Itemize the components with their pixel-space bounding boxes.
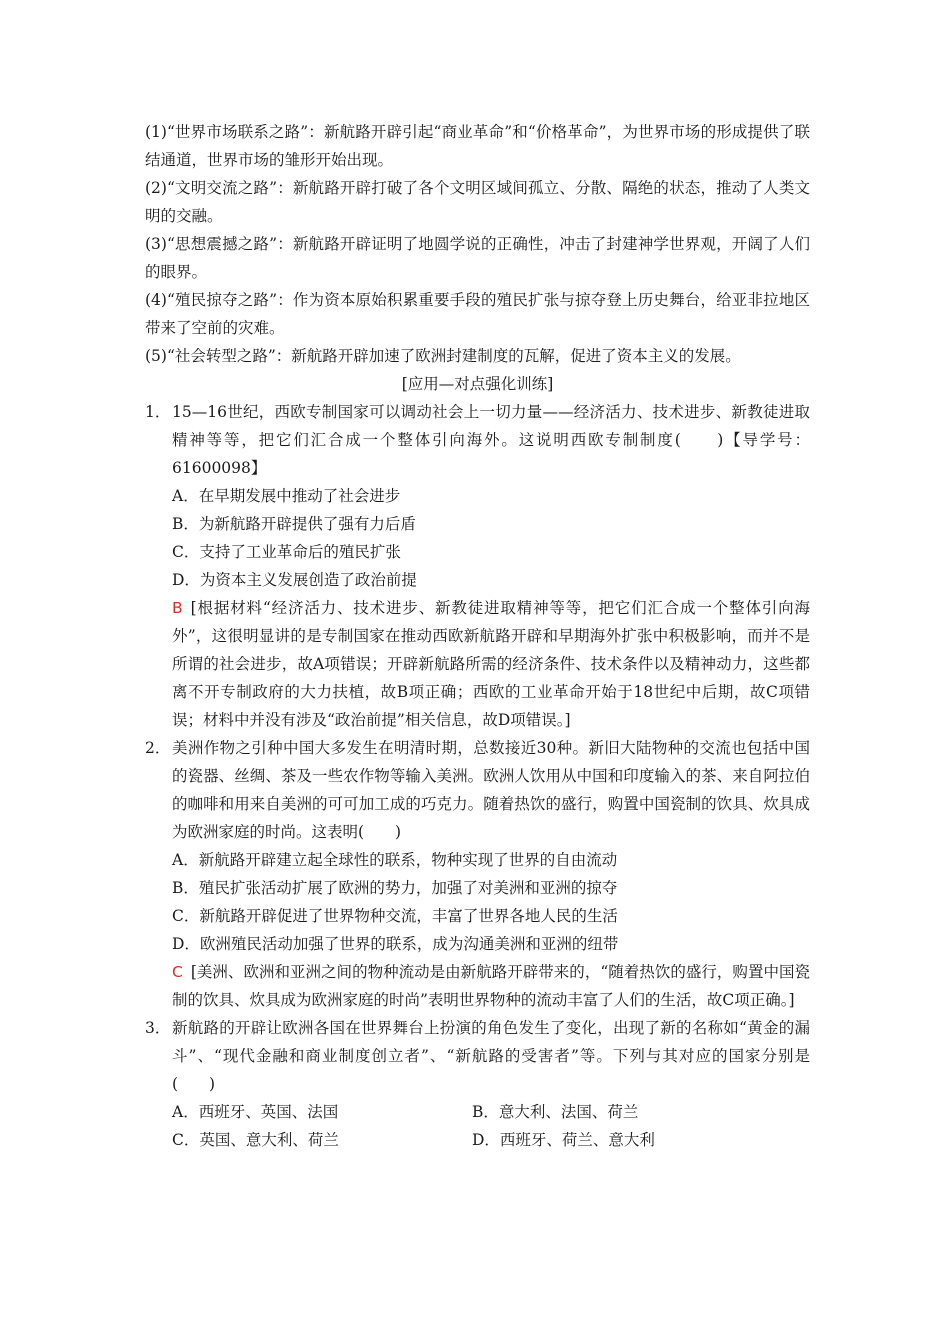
option-a: A．西班牙、英国、法国 xyxy=(172,1103,339,1121)
option-b: B．意大利、法国、荷兰 xyxy=(472,1103,639,1121)
answer-letter: C xyxy=(172,963,183,981)
question-1 xyxy=(145,398,810,482)
option-d: D．欧洲殖民活动加强了世界的联系，成为沟通美洲和亚洲的纽带 xyxy=(172,935,619,953)
answer-block xyxy=(145,594,810,734)
option-c: C．支持了工业革命后的殖民扩张 xyxy=(172,543,401,561)
question-number: 2． xyxy=(145,739,171,757)
options-row-2 xyxy=(145,1126,810,1154)
answer-letter: B xyxy=(172,599,183,617)
option-b: B．为新航路开辟提供了强有力后盾 xyxy=(172,515,416,533)
answer-explanation: [美洲、欧洲和亚洲之间的物种流动是由新航路开辟带来的，“随着热饮的盛行，购置中国瓷制的饮具、炊具成为欧洲家庭的时尚”表明世界物种的流动丰富了人们的生活，故C项正确。] xyxy=(172,963,810,1009)
option-d: D．西班牙、荷兰、意大利 xyxy=(472,1131,655,1149)
option-b: B．殖民扩张活动扩展了欧洲的势力，加强了对美洲和亚洲的掠夺 xyxy=(172,879,618,897)
option-c: C．英国、意大利、荷兰 xyxy=(172,1131,339,1149)
intro-paragraph-4: (4)“殖民掠夺之路”：作为资本原始积累重要手段的殖民扩张与掠夺登上历史舞台，给亚非拉地区带来了空前的灾难。 xyxy=(145,291,810,337)
answer-block xyxy=(145,958,810,1014)
question-stem: 新航路的开辟让欧洲各国在世界舞台上扮演的角色发生了变化，出现了新的名称如“黄金的漏斗”、“现代金融和商业制度创立者”、“新航路的受害者”等。下列与其对应的国家分别是( ) xyxy=(172,1019,810,1093)
option-c: C．新航路开辟促进了世界物种交流，丰富了世界各地人民的生活 xyxy=(172,907,618,925)
question-stem: 美洲作物之引种中国大多发生在明清时期，总数接近30种。新旧大陆物种的交流也包括中国的瓷器、丝绸、茶及一些农作物等输入美洲。欧洲人饮用从中国和印度输入的茶、来自阿拉伯的咖啡和用来自美洲的可可加工成的巧克力。随着热饮的盛行，购置中国瓷制的饮具、炊具成为欧洲家庭的时尚。这表明( ) xyxy=(172,739,810,841)
option-d: D．为资本主义发展创造了政治前提 xyxy=(172,571,417,589)
intro-paragraph-2: (2)“文明交流之路”：新航路开辟打破了各个文明区域间孤立、分散、隔绝的状态，推动了人类文明的交融。 xyxy=(145,179,810,225)
option-a: A．在早期发展中推动了社会进步 xyxy=(172,487,401,505)
question-number: 3． xyxy=(145,1019,171,1037)
options-row-1 xyxy=(145,1098,810,1126)
question-number: 1． xyxy=(145,403,171,421)
answer-explanation: [根据材料“经济活力、技术进步、新教徒进取精神等等，把它们汇合成一个整体引向海外”，这很明显讲的是专制国家在推动西欧新航路开辟和早期海外扩张中积极影响，而并不是所谓的社会进步，故A项错误；开辟新航路所需的经济条件、技术条件以及精神动力，这些都离不开专制政府的大力扶植，故B项正确；西欧的工业革命开始于18世纪中后期，故C项错误；材料中并没有涉及“政治前提”相关信息，故D项错误。] xyxy=(172,599,810,729)
intro-paragraph-1: (1)“世界市场联系之路”：新航路开辟引起“商业革命”和“价格革命”，为世界市场的形成提供了联结通道，世界市场的雏形开始出现。 xyxy=(145,123,810,169)
intro-paragraph-5: (5)“社会转型之路”：新航路开辟加速了欧洲封建制度的瓦解，促进了资本主义的发展。 xyxy=(145,347,741,365)
intro-paragraph-3: (3)“思想震撼之路”：新航路开辟证明了地圆学说的正确性，冲击了封建神学世界观，开阔了人们的眼界。 xyxy=(145,235,810,281)
content xyxy=(145,118,810,1154)
question-stem: 15—16世纪，西欧专制国家可以调动社会上一切力量——经济活力、技术进步、新教徒进取精神等等，把它们汇合成一个整体引向海外。这说明西欧专制制度( )【导学号：61600098】 xyxy=(172,403,810,477)
question-3 xyxy=(145,1014,810,1098)
section-title: [应用—对点强化训练] xyxy=(401,375,554,393)
question-2 xyxy=(145,734,810,846)
option-a: A．新航路开辟建立起全球性的联系，物种实现了世界的自由流动 xyxy=(172,851,618,869)
